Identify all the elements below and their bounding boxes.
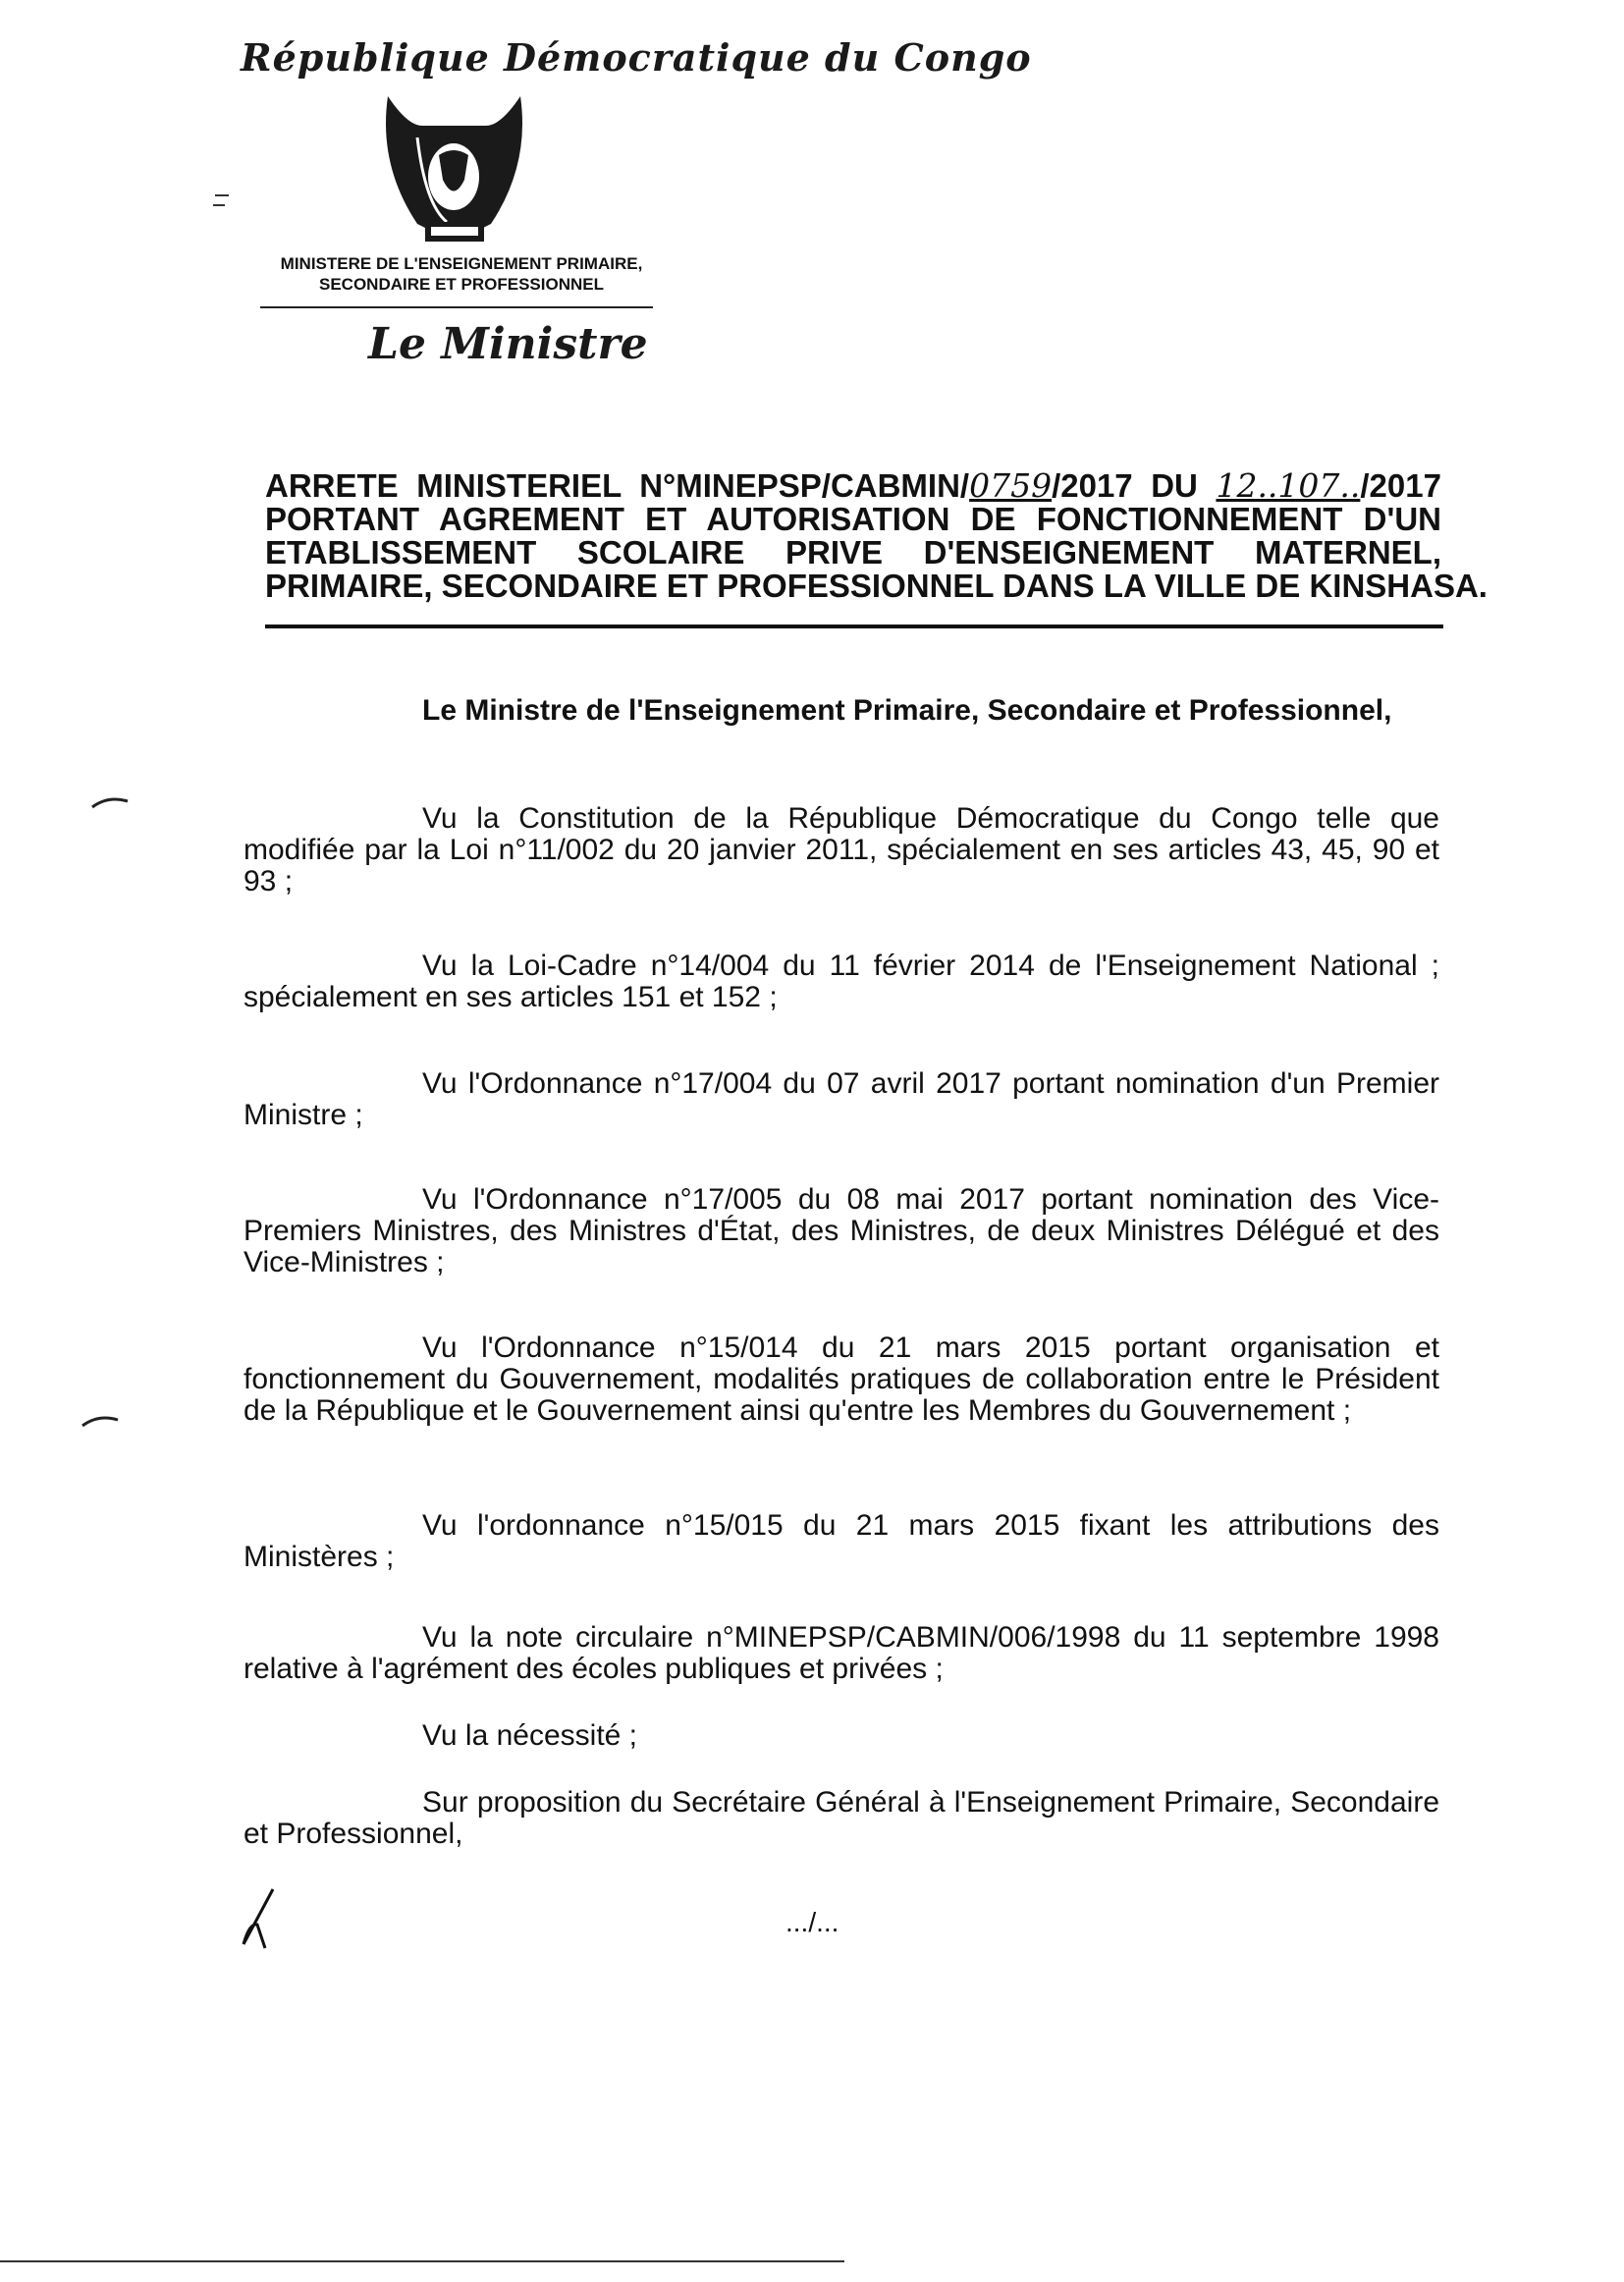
margin-dash-mark-icon xyxy=(211,191,233,211)
margin-punch-mark-icon xyxy=(81,1414,120,1428)
title-underline xyxy=(265,625,1443,628)
title-line-4: PRIMAIRE, SECONDAIRE ET PROFESSIONNEL DANS LA VILLE DE KINSHASA. xyxy=(265,568,1488,604)
recital-ordonnance-15-014: Vu l'Ordonnance n°15/014 du 21 mars 2015 portant organisation et fonctionnement du Gouvernement, modalités pratiques de collaboration entre le Président de la République et le Gouvernement ainsi qu'entre les Membres du Gouvernement ; xyxy=(244,1331,1439,1427)
office-title: Le Ministre xyxy=(368,319,648,369)
recital-note-circulaire: Vu la note circulaire n°MINEPSP/CABMIN/006/1998 du 11 septembre 1998 relative à l'agrément des écoles publiques et privées ; xyxy=(244,1621,1439,1685)
title-line-3: ETABLISSEMENT SCOLAIRE PRIVE D'ENSEIGNEMENT MATERNEL, xyxy=(265,534,1441,570)
title-line-2: PORTANT AGREMENT ET AUTORISATION DE FONCTIONNEMENT D'UN xyxy=(265,501,1441,537)
title-prefix: ARRETE MINISTERIEL N°MINEPSP/CABMIN/ xyxy=(265,467,970,504)
bottom-scan-line xyxy=(0,2260,844,2262)
country-header: République Démocratique du Congo xyxy=(241,35,1032,80)
recital-proposition: Sur proposition du Secrétaire Général à l'Enseignement Primaire, Secondaire et Professionnel, xyxy=(244,1786,1439,1850)
continuation-mark: .../... xyxy=(785,1907,839,1937)
recital-ordonnance-17-004: Vu l'Ordonnance n°17/004 du 07 avril 2017 portant nomination d'un Premier Ministre ; xyxy=(244,1067,1439,1131)
recital-ordonnance-15-015: Vu l'ordonnance n°15/015 du 21 mars 2015 fixant les attributions des Ministères ; xyxy=(244,1509,1439,1573)
coat-of-arms-emblem xyxy=(378,86,530,248)
recital-ordonnance-17-005: Vu l'Ordonnance n°17/005 du 08 mai 2017 portant nomination des Vice-Premiers Ministres, des Ministres d'État, des Ministres, de deux Ministres Délégué et des Vice-Ministres ; xyxy=(244,1183,1439,1278)
margin-punch-mark-icon xyxy=(90,795,130,809)
decree-number: 0759 xyxy=(969,466,1053,505)
title-line-1 xyxy=(265,466,1441,505)
recital-necessite: Vu la nécessité ; xyxy=(422,1719,638,1752)
recital-constitution: Vu la Constitution de la République Démocratique du Congo telle que modifiée par la Loi n°11/002 du 20 janvier 2011, spécialement en ses articles 43, 45, 90 et 93 ; xyxy=(244,802,1439,897)
ministry-line-2: SECONDAIRE ET PROFESSIONNEL xyxy=(319,275,604,294)
header-divider xyxy=(260,306,653,308)
intro-paragraph: Le Ministre de l'Enseignement Primaire, Secondaire et Professionnel, xyxy=(422,694,1392,727)
recital-loi-cadre: Vu la Loi-Cadre n°14/004 du 11 février 2014 de l'Enseignement National ; spécialement en ses articles 151 et 152 ; xyxy=(244,950,1439,1013)
ministry-name xyxy=(250,253,673,295)
ministry-line-1: MINISTERE DE L'ENSEIGNEMENT PRIMAIRE, xyxy=(280,254,643,273)
decree-date: 12..107.. xyxy=(1216,466,1361,505)
initials-signature-icon xyxy=(236,1885,285,1954)
title-date-year: /2017 xyxy=(1360,467,1441,504)
title-year: /2017 DU xyxy=(1052,467,1217,504)
